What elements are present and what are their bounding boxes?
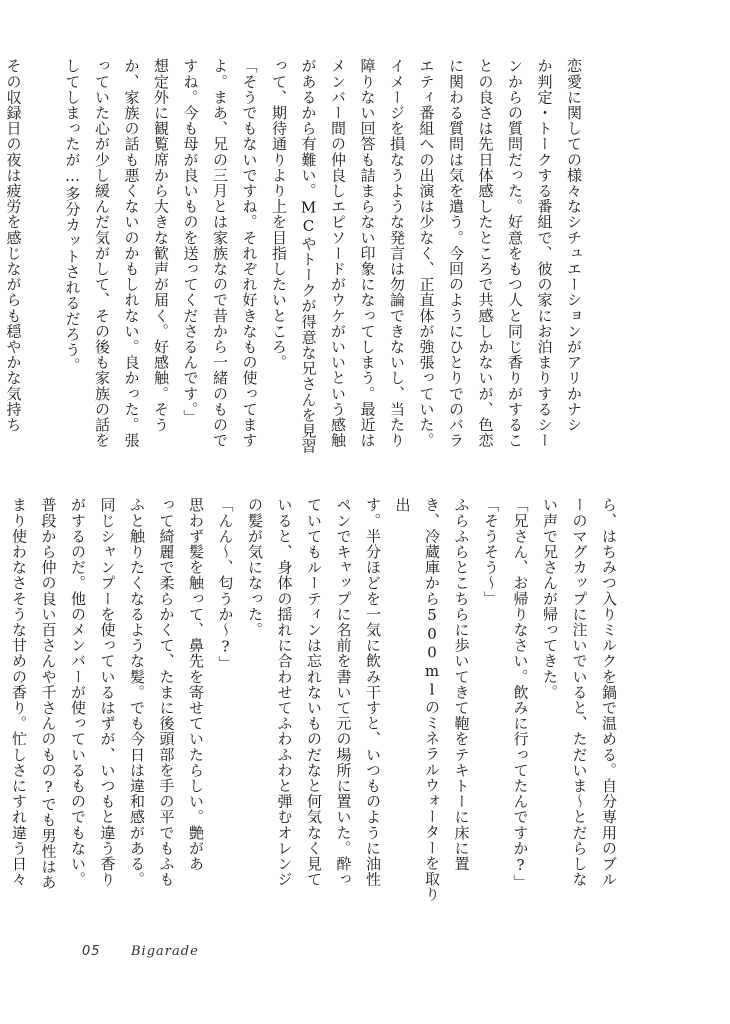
text-line: 同じシャンプーを使っているはずが、いつもと違う香り [98,497,117,887]
text-line: 「んん〜、匂うか〜?」 [216,497,235,672]
text-line: エティ番組への出演は少なく、正直体が強張っていた。 [417,58,436,448]
text-line [28,58,58,478]
text-line: って、期待通りより上を目指したいところ。 [270,58,288,370]
text-line: との良さは先日体感したところで共感しかないが、色恋 [476,58,495,448]
text-line: に関わる質問は気を遣う。今回のようにひとりでのバラ [447,58,465,448]
text-line: ら、はちみつ入りミルクを鍋で温める。自分専用のブル [600,497,618,887]
text-line: メンバー間の仲良しエピソードがウケがいいという感触 [329,58,347,448]
text-line: って綺麗で柔らかくて、たまに後頭部を手の平でもふも [157,497,176,887]
text-line: き、冷蔵庫から500mlのミネラルウォーターを取り出 [393,497,441,902]
upper-text-block [4,58,588,478]
text-line: してしまったが…多分カットされるだろう。 [63,58,82,373]
text-line: 「そうそう〜」 [482,497,500,607]
text-line: 恋愛に関しての様々なシチュエーションがアリかナシ [565,58,583,433]
text-line: すね。今も母が良いものを送ってくださるんです。」 [181,58,200,425]
text-line: か、家族の話も悪くないのかもしれない。良かった。張 [122,58,141,448]
text-line: イメージを損なうような発言は勿論できないし、当たり [388,58,406,448]
text-line: ンからの質問だった。好意をもつ人と同じ香りがするこ [506,58,524,448]
text-line: ーのマグカップに注いでいると、ただいま〜とだらしな [570,497,589,887]
text-line: 「そうでもないですね。それぞれ好きなもの使ってます [240,58,259,448]
text-line: よ。まあ、兄の三月とは家族なので昔から一緒のもので [211,58,229,448]
text-line: 「兄さん、お帰りなさい。飲みに行ってたんですか?」 [511,497,530,890]
text-line: 思わず髪を触って、鼻先を寄せていたらしい。艶があ [187,497,205,872]
text-line: っていた心が少し緩んだ気がして、その後も家族の話を [93,58,111,448]
text-line: 障りない回答も詰まらない印象になってしまう。最近は [358,58,377,448]
text-line: い声で兄さんが帰ってきた。 [541,497,559,700]
text-line: があるから有難い。MCやトークが得意な兄さんを見習 [299,58,318,454]
text-line: まり使わなさそうな甘めの香り。忙しさにすれ違う日々 [10,497,28,887]
lower-text-block [10,497,623,917]
text-line: その収録日の夜は疲労を感じながらも穏やかな気持ち [4,58,23,433]
text-line: か判定・トークする番組で、彼の家にお泊まりするシー [535,58,554,448]
text-line: ふらふらとこちらに歩いてきて鞄をテキトーに床に置 [452,497,471,872]
text-line: 普段から仲の良い百さんや千さんのもの?でも男性はあ [39,497,58,890]
text-line: す。半分ほどを一気に飲み干すと、いつものように油性 [364,497,382,887]
page-number: 05 [82,944,101,959]
text-line: いると、身体の揺れに合わせてふわふわと弾むオレンジ [275,497,294,887]
text-line: の髪が気になった。 [246,497,264,638]
book-title: Bigarade [131,944,199,959]
text-line: ていてもルーティンは忘れないものだなと何気なく見て [305,497,323,887]
text-line: ふと触りたくなるような髪。でも今日は違和感がある。 [128,497,146,887]
text-line [0,497,4,917]
text-line: 想定外に観覧席から大きな歓声が届く。好感触。そう [152,58,170,433]
text-line: がするのだ。他のメンバーが使っているものでもない。 [69,497,87,887]
text-line: ペンでキャップに名前を書いて元の場所に置いた。酔っ [334,497,353,887]
